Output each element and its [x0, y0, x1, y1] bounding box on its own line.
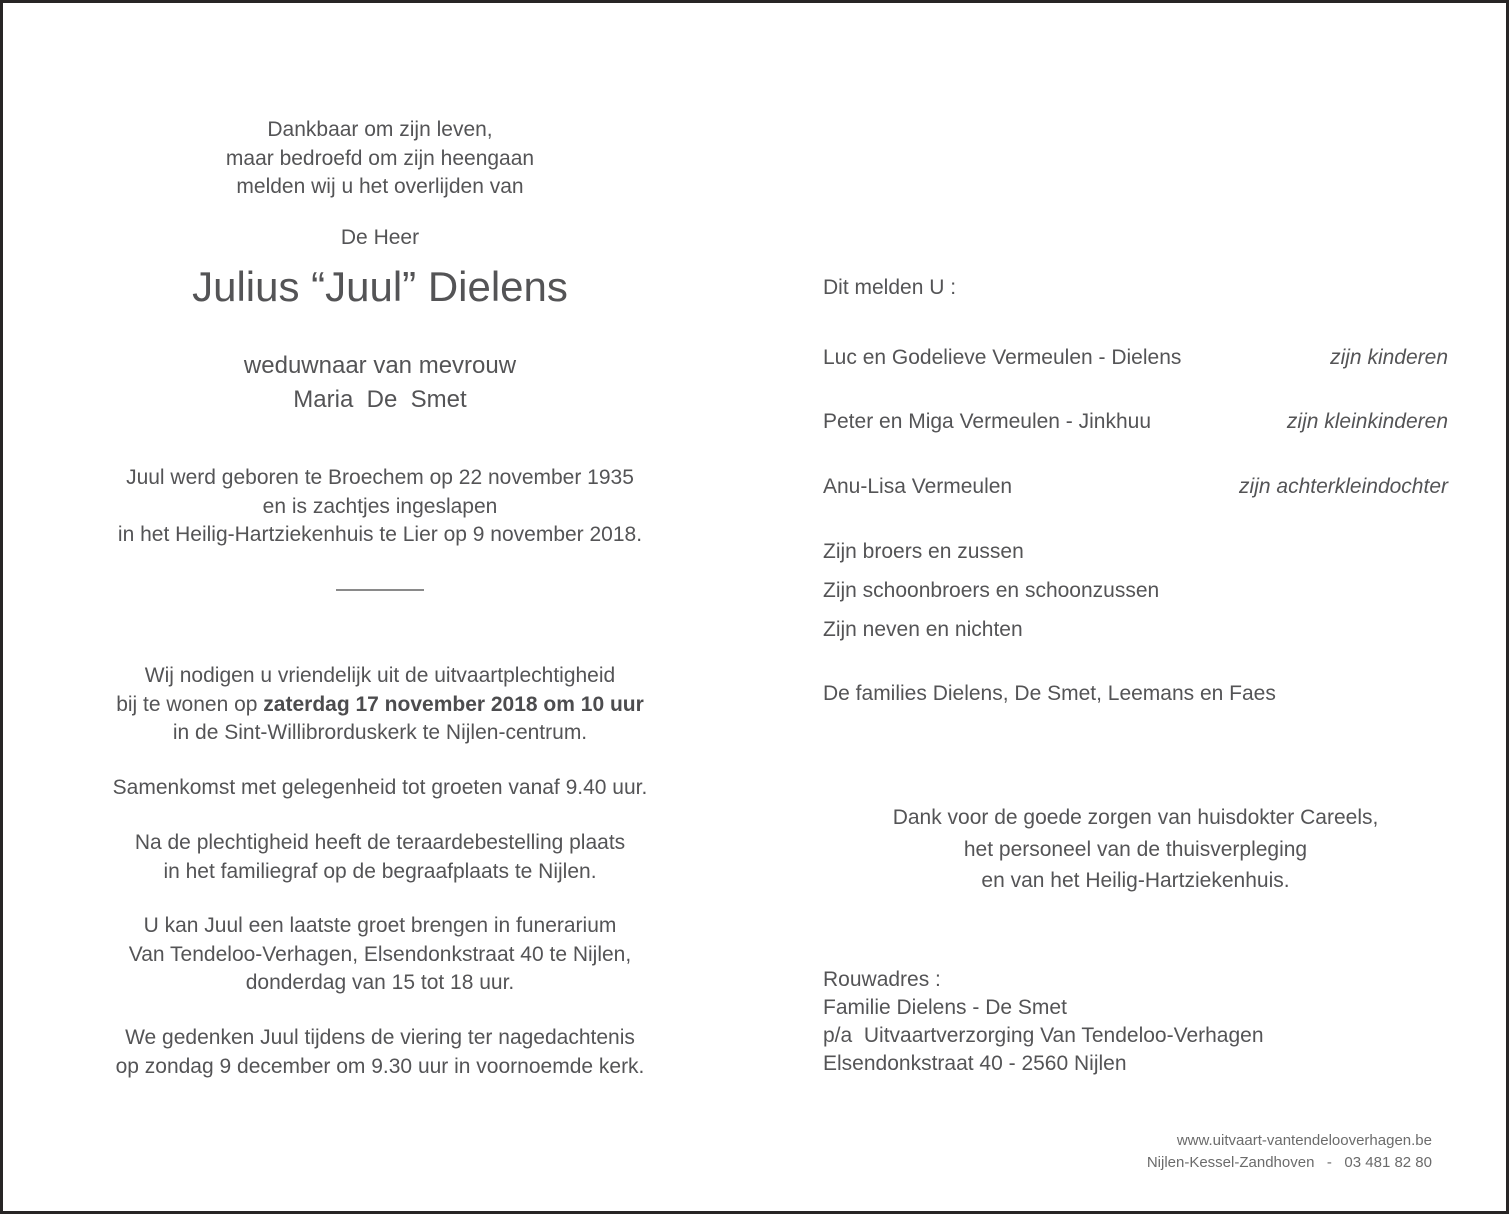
- memorial-line: op zondag 9 december om 9.30 uur in voornoemde kerk.: [115, 1054, 645, 1078]
- family-groups: [823, 532, 1448, 649]
- intro-line: maar bedroefd om zijn heengaan: [225, 146, 535, 170]
- gathering-info: Samenkomst met gelegenheid tot groeten vanaf 9.40 uur.: [112, 776, 648, 799]
- widower-line: weduwnaar van mevrouw: [243, 352, 517, 379]
- deceased-name: Julius “Juul” Dielens: [192, 263, 568, 310]
- mourning-address-line: p/a Uitvaartverzorging Van Tendeloo-Verhagen: [823, 1024, 1264, 1047]
- intro-line: Dankbaar om zijn leven,: [267, 118, 493, 141]
- thanks-line: en van het Heilig-Hartziekenhuis.: [981, 869, 1290, 892]
- thanks-line: het personeel van de thuisverpleging: [963, 837, 1308, 861]
- funeral-invitation: [60, 662, 700, 748]
- funerarium-line: U kan Juul een laatste groet brengen in funerarium: [143, 914, 617, 937]
- invitation-line: Wij nodigen u vriendelijk uit de uitvaartplechtigheid: [144, 664, 616, 687]
- funerarium-hours-line: donderdag van 15 tot 18 uur.: [245, 971, 515, 994]
- undertaker-website: www.uitvaart-vantendelooverhagen.be: [1176, 1132, 1432, 1149]
- memorial-line: We gedenken Juul tijdens de viering ter nagedachtenis: [125, 1026, 635, 1049]
- widower-of: [60, 349, 700, 417]
- relative-relation: zijn achterkleindochter: [1239, 475, 1448, 498]
- thanks-note: [823, 802, 1448, 897]
- mourning-address-line: Familie Dielens - De Smet: [823, 996, 1067, 1019]
- mourning-address-line: Elsendonkstraat 40 - 2560 Nijlen: [823, 1052, 1127, 1075]
- funerarium-address-line: Van Tendeloo-Verhagen, Elsendonkstraat 40 te Nijlen,: [128, 942, 632, 966]
- spouse-name: Maria De Smet: [293, 386, 467, 413]
- mourning-address: [823, 966, 1448, 1078]
- relative-relation: zijn kinderen: [1330, 346, 1448, 369]
- thanks-line: Dank voor de goede zorgen van huisdokter Careels,: [892, 806, 1379, 829]
- burial-info: [60, 829, 700, 886]
- intro-verse: [60, 116, 700, 202]
- salutation: De Heer: [340, 226, 420, 249]
- burial-line: Na de plechtigheid heeft de teraardebestelling plaats: [134, 831, 626, 854]
- undertaker-location-phone: Nijlen-Kessel-Zandhoven - 03 481 82 80: [1146, 1154, 1432, 1171]
- relative-names: Luc en Godelieve Vermeulen - Dielens: [823, 346, 1182, 369]
- relative-row: [823, 408, 1448, 437]
- invitation-church-line: in de Sint-Willibrorduskerk te Nijlen-centrum.: [172, 721, 588, 744]
- funerarium-info: [60, 912, 700, 998]
- family-group-line: Zijn neven en nichten: [823, 618, 1023, 641]
- birth-death-info: [60, 464, 700, 550]
- mourning-address-heading: Rouwadres :: [823, 968, 941, 991]
- relative-relation: zijn kleinkinderen: [1286, 410, 1448, 433]
- invitation-date-line: [60, 691, 700, 720]
- undertaker-footer: [932, 1130, 1432, 1174]
- relative-names: Anu-Lisa Vermeulen: [823, 475, 1013, 498]
- family-group-line: Zijn schoonbroers en schoonzussen: [823, 579, 1160, 602]
- death-line: en is zachtjes ingeslapen: [262, 494, 498, 518]
- funeral-datetime: zaterdag 17 november 2018 om 10 uur: [263, 692, 644, 716]
- announcers-heading: Dit melden U :: [823, 276, 957, 299]
- divider-line: [336, 589, 424, 591]
- memorial-service-info: [60, 1024, 700, 1081]
- relative-row: [823, 473, 1448, 502]
- birth-line: Juul werd geboren te Broechem op 22 november 1935: [126, 466, 634, 489]
- intro-line: melden wij u het overlijden van: [236, 175, 524, 198]
- relative-row: [823, 344, 1448, 373]
- relative-names: Peter en Miga Vermeulen - Jinkhuu: [823, 410, 1152, 433]
- burial-line: in het familiegraf op de begraafplaats te Nijlen.: [163, 859, 597, 883]
- invitation-prefix: bij te wonen op: [116, 692, 264, 716]
- death-place-line: in het Heilig-Hartziekenhuis te Lier op 9 november 2018.: [117, 523, 643, 546]
- family-group-line: Zijn broers en zussen: [823, 540, 1024, 563]
- families-line: De families Dielens, De Smet, Leemans en Faes: [823, 682, 1276, 705]
